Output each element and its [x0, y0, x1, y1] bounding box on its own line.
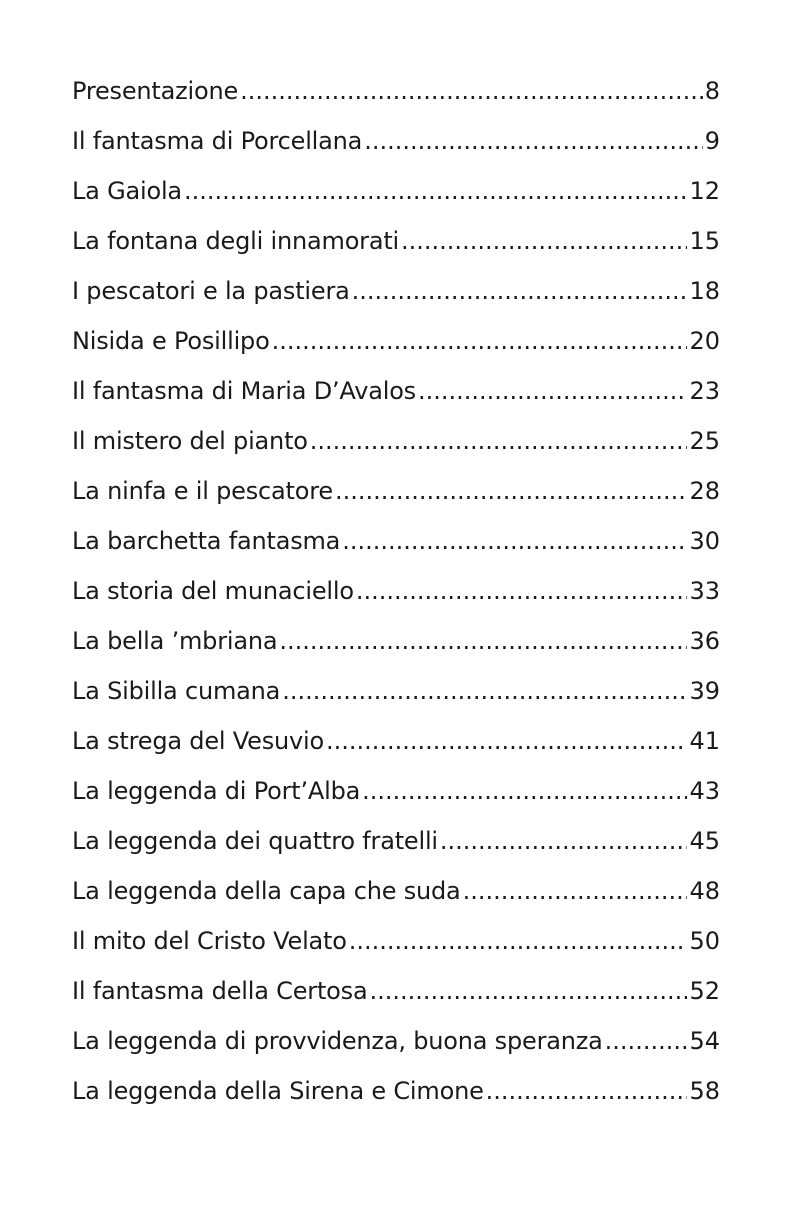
toc-entry-title: La leggenda dei quattro fratelli: [72, 827, 438, 855]
toc-entry-title: La strega del Vesuvio: [72, 727, 324, 755]
toc-dot-leader: [440, 816, 688, 866]
toc-entry: [72, 316, 720, 366]
toc-entry-page: 28: [689, 477, 720, 505]
toc-entry: [72, 566, 720, 616]
toc-entry: [72, 266, 720, 316]
toc-entry-page: 18: [689, 277, 720, 305]
toc-entry-page: 8: [704, 77, 720, 105]
toc-entry-page: 12: [689, 177, 720, 205]
toc-entry: [72, 216, 720, 266]
toc-entry: [72, 616, 720, 666]
toc-entry-page: 52: [689, 977, 720, 1005]
toc-entry-page: 36: [689, 627, 720, 655]
toc-entry-title: Il mistero del pianto: [72, 427, 308, 455]
toc-dot-leader: [418, 366, 687, 416]
toc-entry: [72, 966, 720, 1016]
toc-entry-page: 39: [689, 677, 720, 705]
toc-dot-leader: [463, 866, 688, 916]
toc-entry: [72, 666, 720, 716]
toc-entry: [72, 116, 720, 166]
toc-entry-page: 41: [689, 727, 720, 755]
toc-entry-page: 45: [689, 827, 720, 855]
toc-entry-title: La Gaiola: [72, 177, 182, 205]
toc-dot-leader: [401, 216, 687, 266]
toc-entry-title: Presentazione: [72, 77, 239, 105]
toc-entry-page: 54: [689, 1027, 720, 1055]
toc-entry: [72, 166, 720, 216]
toc-dot-leader: [364, 116, 703, 166]
toc-entry-title: Il fantasma di Maria D’Avalos: [72, 377, 416, 405]
toc-dot-leader: [279, 616, 687, 666]
toc-entry: [72, 466, 720, 516]
toc-entry-title: I pescatori e la pastiera: [72, 277, 350, 305]
toc-entry-title: La leggenda di provvidenza, buona speranza: [72, 1027, 603, 1055]
toc-entry-page: 15: [689, 227, 720, 255]
toc-entry: [72, 766, 720, 816]
toc-dot-leader: [352, 266, 688, 316]
toc-dot-leader: [240, 66, 703, 116]
toc-entry-title: La Sibilla cumana: [72, 677, 281, 705]
toc-entry-page: 58: [689, 1077, 720, 1105]
toc-entry: [72, 366, 720, 416]
toc-dot-leader: [605, 1016, 688, 1066]
table-of-contents: [72, 66, 720, 1116]
toc-entry-page: 23: [689, 377, 720, 405]
toc-entry-title: La storia del munaciello: [72, 577, 354, 605]
toc-entry-page: 20: [689, 327, 720, 355]
toc-entry-title: La leggenda della capa che suda: [72, 877, 461, 905]
toc-entry-page: 25: [689, 427, 720, 455]
toc-entry-page: 33: [689, 577, 720, 605]
toc-entry-page: 30: [689, 527, 720, 555]
toc-entry-title: Il fantasma di Porcellana: [72, 127, 363, 155]
toc-dot-leader: [326, 716, 687, 766]
toc-dot-leader: [486, 1066, 688, 1116]
toc-entry-title: La barchetta fantasma: [72, 527, 341, 555]
toc-entry: [72, 1016, 720, 1066]
toc-entry-page: 43: [689, 777, 720, 805]
toc-entry: [72, 66, 720, 116]
toc-dot-leader: [272, 316, 688, 366]
toc-entry: [72, 866, 720, 916]
toc-entry-page: 9: [704, 127, 720, 155]
toc-entry: [72, 716, 720, 766]
toc-entry-title: Il fantasma della Certosa: [72, 977, 368, 1005]
toc-entry-page: 50: [689, 927, 720, 955]
toc-entry-title: La bella ’mbriana: [72, 627, 278, 655]
toc-dot-leader: [310, 416, 688, 466]
toc-entry-title: La leggenda di Port’Alba: [72, 777, 361, 805]
toc-entry-title: Nisida e Posillipo: [72, 327, 270, 355]
toc-entry-page: 48: [689, 877, 720, 905]
toc-entry: [72, 416, 720, 466]
toc-entry: [72, 816, 720, 866]
toc-entry: [72, 516, 720, 566]
toc-dot-leader: [349, 916, 688, 966]
toc-entry-title: La leggenda della Sirena e Cimone: [72, 1077, 484, 1105]
toc-dot-leader: [335, 466, 688, 516]
toc-entry: [72, 916, 720, 966]
toc-entry-title: Il mito del Cristo Velato: [72, 927, 347, 955]
toc-entry: [72, 1066, 720, 1116]
toc-dot-leader: [184, 166, 688, 216]
toc-entry-title: La fontana degli innamorati: [72, 227, 400, 255]
toc-dot-leader: [342, 516, 687, 566]
toc-dot-leader: [282, 666, 687, 716]
toc-dot-leader: [356, 566, 688, 616]
toc-dot-leader: [369, 966, 687, 1016]
toc-entry-title: La ninfa e il pescatore: [72, 477, 333, 505]
toc-dot-leader: [362, 766, 687, 816]
